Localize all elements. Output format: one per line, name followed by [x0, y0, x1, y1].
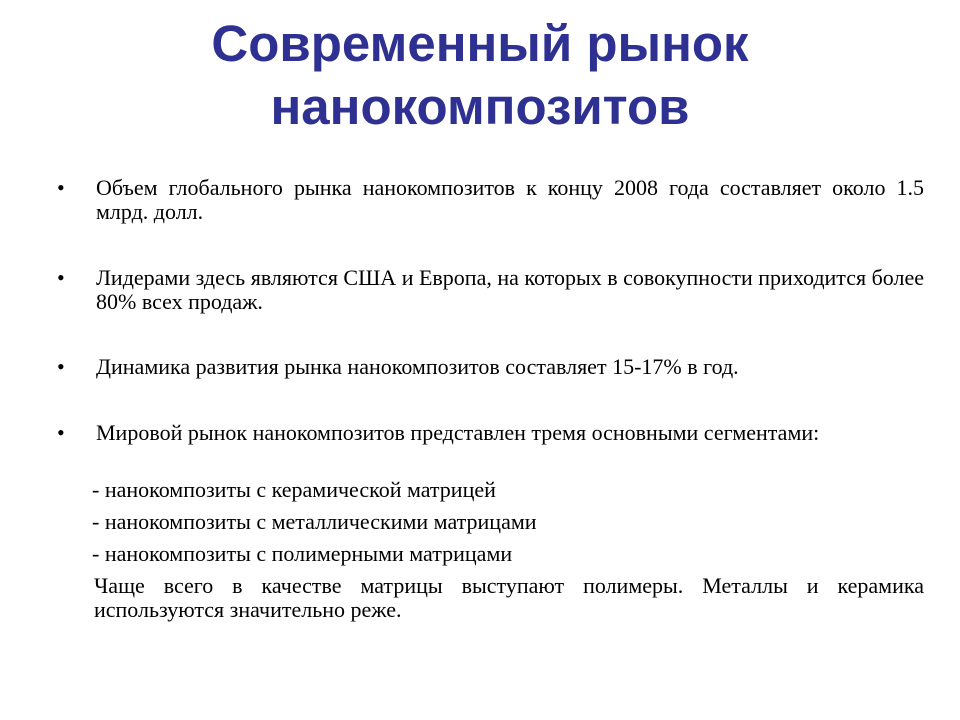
slide-title — [0, 12, 960, 138]
closing-paragraph: Чаще всего в качестве матрицы выступают полимеры. Металлы и керамика используются значительно реже. — [94, 573, 924, 622]
segment-metal: - нанокомпозиты с металлическими матрицами — [92, 509, 537, 534]
bullet-market-growth: Динамика развития рынка нанокомпозитов составляет 15-17% в год. — [96, 354, 739, 379]
bullet-market-segments: Мировой рынок нанокомпозитов представлен тремя основными сегментами: — [96, 420, 820, 445]
slide-title-line-1: Современный рынок — [211, 15, 749, 72]
bullet-market-leaders: Лидерами здесь являются США и Европа, на которых в совокупности приходится более 80% всех продаж. — [96, 265, 924, 314]
segment-ceramic: - нанокомпозиты с керамической матрицей — [92, 477, 496, 502]
bullet-market-volume: Объем глобального рынка нанокомпозитов к концу 2008 года составляет около 1.5 млрд. долл. — [96, 175, 924, 224]
bullet-marker: • — [57, 420, 65, 445]
slide-title-line-2: нанокомпозитов — [270, 78, 690, 135]
segment-polymer: - нанокомпозиты с полимерными матрицами — [92, 541, 513, 566]
bullet-marker: • — [57, 265, 65, 290]
bullet-marker: • — [57, 175, 65, 200]
bullet-marker: • — [57, 354, 65, 379]
